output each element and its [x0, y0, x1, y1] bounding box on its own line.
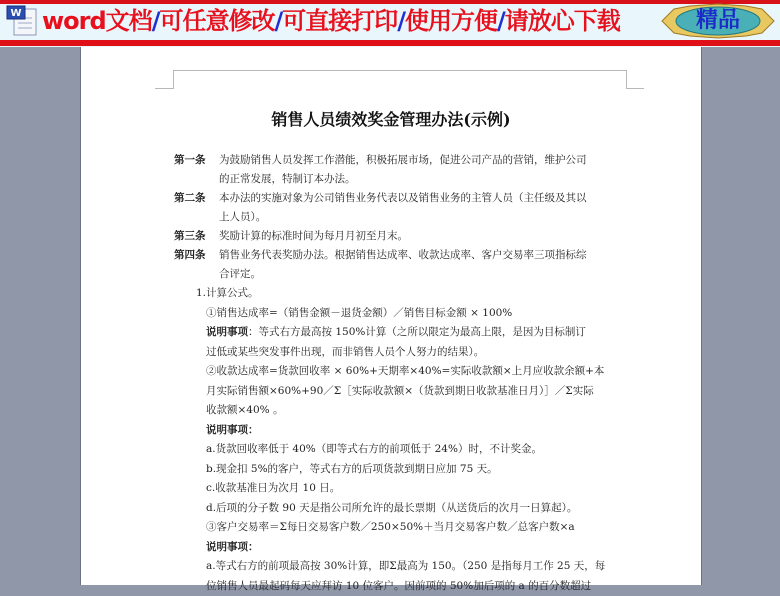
article-label: 第一条	[174, 151, 219, 189]
article-2	[174, 189, 614, 227]
note-item: a.等式右方的前项最高按 30%计算，即Σ最高为 150。（250 是指每月工作 25 天，每	[174, 557, 614, 577]
formula-collection-rate: 月实际销售额×60%+90／Σ［实际收款额×（货款到期日收款基准日月）］／Σ实际	[174, 382, 614, 402]
article-text: 合评定。	[219, 265, 614, 284]
premium-badge	[660, 3, 776, 39]
banner-bottom-border	[0, 40, 780, 46]
banner-text: word文档	[42, 7, 152, 35]
formula-collection-rate: 收款额×40% 。	[174, 401, 614, 421]
formula-sales-rate: ①销售达成率=（销售金额－退货金额）／销售目标金额 × 100%	[174, 304, 614, 324]
article-text: 本办法的实施对象为公司销售业务代表以及销售业务的主管人员（主任级及其以	[219, 189, 614, 208]
article-1	[174, 151, 614, 189]
note-label: 说明事项：	[174, 538, 614, 558]
banner-separator: /	[274, 7, 282, 35]
note-text: ：等式右方最高按 150%计算（之所以限定为最高上限，是因为目标制订	[248, 326, 586, 338]
note-item: d.后项的分子数 90 天是指公司所允许的最长票期（从送货后的次月一日算起）。	[174, 499, 614, 519]
word-document-icon	[6, 5, 40, 37]
note-item: b.现金扣 5%的客户，等式右方的后项货款到期日应加 75 天。	[174, 460, 614, 480]
article-text: 上人员）。	[219, 208, 614, 227]
corner-mark-right	[626, 88, 644, 89]
header-margin-mark	[173, 70, 627, 89]
banner-separator: /	[397, 7, 405, 35]
note-label: 说明事项	[206, 326, 248, 338]
document-title: 销售人员绩效奖金管理办法(示例)	[81, 107, 701, 130]
formula-collection-rate: ②收款达成率=货款回收率 × 60%+天期率×40%=实际收款额×上月应收款余额+本	[174, 362, 614, 382]
promo-banner	[0, 0, 780, 47]
article-label: 第二条	[174, 189, 219, 227]
svg-text:W: W	[10, 8, 21, 19]
corner-mark-left	[155, 88, 173, 89]
section-heading: 1.计算公式。	[174, 284, 614, 304]
article-3	[174, 227, 614, 246]
article-text: 的正常发展，特制订本办法。	[219, 170, 614, 189]
document-page	[81, 47, 701, 585]
right-margin-area	[701, 47, 780, 585]
formula-customer-rate: ③客户交易率＝Σ每日交易客户数／250×50%＋当月交易客户数／总客户数×a	[174, 518, 614, 538]
article-text: 销售业务代表奖励办法。根据销售达成率、收款达成率、客户交易率三项指标综	[219, 246, 614, 265]
document-body	[174, 151, 614, 596]
article-4	[174, 246, 614, 284]
note-text: 过低或某些突发事件出现，而非销售人员个人努力的结果）。	[174, 343, 614, 363]
article-text: 为鼓励销售人员发挥工作潜能，积极拓展市场，促进公司产品的营销，维护公司	[219, 151, 614, 170]
banner-separator: /	[497, 7, 505, 35]
banner-text: 请放心下载	[505, 7, 620, 35]
banner-text: 可直接打印	[282, 7, 397, 35]
banner-title	[42, 3, 620, 39]
banner-text: 使用方便	[405, 7, 497, 35]
banner-separator: /	[152, 7, 160, 35]
article-label: 第三条	[174, 227, 219, 246]
left-margin-area	[0, 47, 81, 585]
article-text: 奖励计算的标准时间为每月月初至月末。	[219, 227, 614, 246]
note-item: a.货款回收率低于 40%（即等式右方的前项低于 24%）时，不计奖金。	[174, 440, 614, 460]
note-1	[174, 323, 614, 343]
badge-label: 精品	[660, 3, 776, 39]
note-label: 说明事项：	[174, 421, 614, 441]
note-item: c.收款基准日为次月 10 日。	[174, 479, 614, 499]
note-item: 位销售人员最起码每天应拜访 10 位客户。因前项的 50%加后项的 a 的百分数超过	[174, 577, 614, 596]
banner-text: 可任意修改	[159, 7, 274, 35]
article-label: 第四条	[174, 246, 219, 284]
